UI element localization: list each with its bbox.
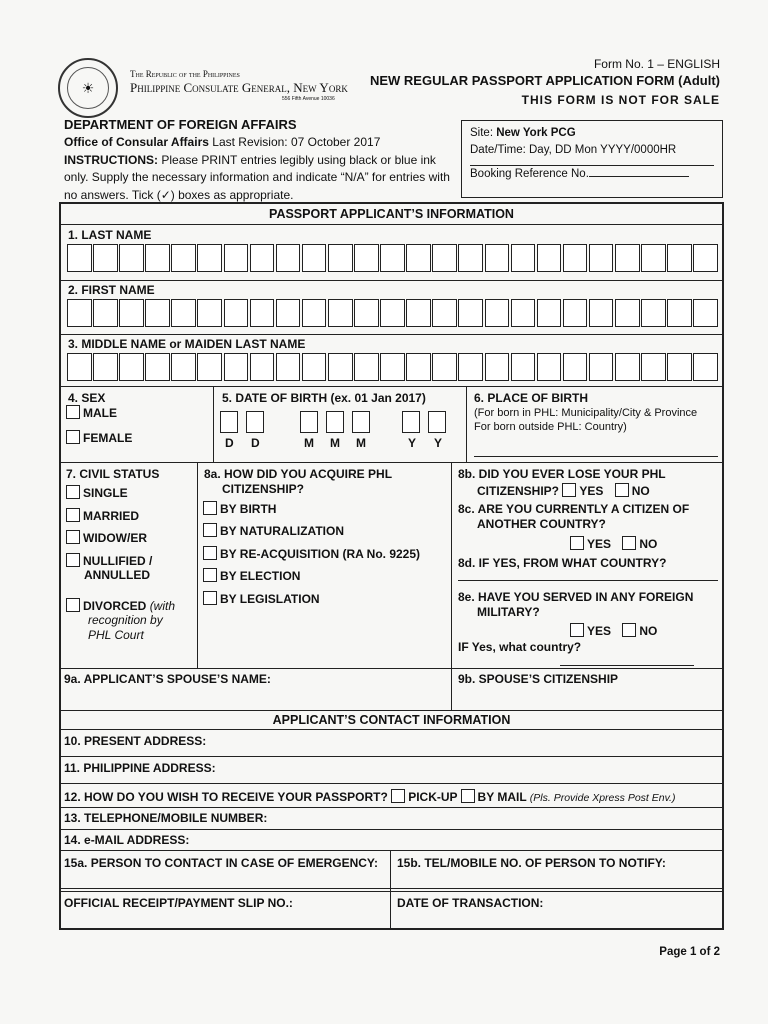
male-checkbox[interactable] bbox=[66, 405, 80, 419]
q8c-yes-checkbox[interactable] bbox=[570, 536, 584, 550]
letter-box[interactable] bbox=[224, 244, 249, 272]
by-birth-checkbox[interactable] bbox=[203, 501, 217, 515]
letter-box[interactable] bbox=[250, 353, 275, 381]
q9a-label: 9a. APPLICANT’S SPOUSE’S NAME: bbox=[64, 672, 271, 686]
letter-box[interactable] bbox=[563, 299, 588, 327]
dob-day-hint-2: D bbox=[251, 436, 260, 450]
male-option[interactable] bbox=[66, 405, 117, 420]
q8e-yes-label: YES bbox=[587, 624, 612, 638]
letter-box[interactable] bbox=[67, 299, 92, 327]
dob-label: 5. DATE OF BIRTH (ex. 01 Jan 2017) bbox=[222, 391, 426, 405]
consulate-seal-logo bbox=[58, 58, 118, 118]
letter-box[interactable] bbox=[67, 244, 92, 272]
letter-box[interactable] bbox=[432, 353, 457, 381]
q8c-label-2: ANOTHER COUNTRY? bbox=[477, 517, 606, 531]
instructions-block bbox=[64, 134, 459, 204]
female-option[interactable] bbox=[66, 430, 132, 445]
q8d-field[interactable] bbox=[458, 580, 718, 581]
widower-checkbox[interactable] bbox=[66, 530, 80, 544]
q8b-no-checkbox[interactable] bbox=[615, 483, 629, 497]
letter-box[interactable] bbox=[276, 299, 301, 327]
dob-month-hint-2: M bbox=[330, 436, 340, 450]
letter-box[interactable] bbox=[380, 244, 405, 272]
letter-box[interactable] bbox=[406, 244, 431, 272]
letter-box[interactable] bbox=[171, 299, 196, 327]
instructions-text: Please PRINT entries legibly using black or blue ink only. Supply the necessary information and indicate “N/A” for entries with no answers. Tick (✓) boxes as appropriate. bbox=[64, 152, 450, 202]
q9b-label: 9b. SPOUSE’S CITIZENSHIP bbox=[458, 672, 619, 686]
q8b-row bbox=[477, 483, 650, 498]
by-birth-option[interactable] bbox=[203, 501, 276, 516]
q8c-label: 8c. ARE YOU CURRENTLY A CITIZEN OF bbox=[458, 502, 690, 516]
letter-box[interactable] bbox=[302, 299, 327, 327]
revision-date: Last Revision: 07 October 2017 bbox=[212, 135, 381, 149]
by-election-checkbox[interactable] bbox=[203, 568, 217, 582]
annulled-label: ANNULLED bbox=[84, 568, 150, 582]
letter-box[interactable] bbox=[537, 353, 562, 381]
widower-option[interactable] bbox=[66, 530, 147, 545]
letter-box[interactable] bbox=[589, 244, 614, 272]
consulate-address: 556 Fifth Avenue 10036 bbox=[282, 96, 335, 102]
pob-field[interactable] bbox=[474, 456, 718, 457]
dob-month-hint-1: M bbox=[304, 436, 314, 450]
by-legislation-option[interactable] bbox=[203, 591, 320, 606]
dob-year-hint-2: Y bbox=[434, 436, 443, 450]
letter-box[interactable] bbox=[276, 244, 301, 272]
q8e-label: 8e. HAVE YOU SERVED IN ANY FOREIGN bbox=[458, 590, 694, 604]
by-mail-label: BY MAIL bbox=[477, 790, 527, 804]
letter-box[interactable] bbox=[641, 299, 666, 327]
booking-reference-field[interactable] bbox=[589, 176, 689, 177]
datetime-line: Date/Time: Day, DD Mon YYYY/0000HR bbox=[470, 144, 677, 156]
letter-box[interactable] bbox=[589, 353, 614, 381]
by-mail-note: (Pls. Provide Xpress Post Env.) bbox=[529, 792, 676, 804]
q8b-yes-checkbox[interactable] bbox=[562, 483, 576, 497]
middle-name-label: 3. MIDDLE NAME or MAIDEN LAST NAME bbox=[68, 337, 306, 351]
letter-box[interactable] bbox=[563, 353, 588, 381]
letter-box[interactable] bbox=[145, 299, 170, 327]
not-for-sale-notice: THIS FORM IS NOT FOR SALE bbox=[521, 93, 720, 107]
letter-box[interactable] bbox=[615, 244, 640, 272]
letter-box[interactable] bbox=[693, 353, 718, 381]
consulate-heading: Philippine Consulate General, New York bbox=[130, 80, 348, 95]
letter-box[interactable] bbox=[511, 299, 536, 327]
letter-box[interactable] bbox=[667, 244, 692, 272]
dob-month-3[interactable] bbox=[352, 411, 370, 433]
q14-label: 14. e-MAIL ADDRESS: bbox=[64, 833, 190, 847]
q13-label: 13. TELEPHONE/MOBILE NUMBER: bbox=[64, 811, 268, 825]
department-name: DEPARTMENT OF FOREIGN AFFAIRS bbox=[64, 117, 297, 132]
nullified-checkbox[interactable] bbox=[66, 553, 80, 567]
letter-box[interactable] bbox=[250, 299, 275, 327]
q10-label: 10. PRESENT ADDRESS: bbox=[64, 734, 207, 748]
married-checkbox[interactable] bbox=[66, 508, 80, 522]
q8a-label-2: CITIZENSHIP? bbox=[222, 482, 305, 496]
q8b-no-label: NO bbox=[631, 484, 650, 498]
divorced-note-3: PHL Court bbox=[88, 628, 144, 642]
receipt-label: OFFICIAL RECEIPT/PAYMENT SLIP NO.: bbox=[64, 896, 293, 910]
dob-day-1[interactable] bbox=[220, 411, 238, 433]
last-name-boxes[interactable] bbox=[67, 244, 719, 272]
q8e-yes-checkbox[interactable] bbox=[570, 623, 584, 637]
site-label: Site: bbox=[470, 127, 494, 139]
booking-reference-label: Booking Reference No. bbox=[470, 168, 589, 180]
dob-month-1[interactable] bbox=[300, 411, 318, 433]
by-reacquisition-label: BY RE-ACQUISITION (RA No. 9225) bbox=[220, 547, 421, 561]
letter-box[interactable] bbox=[276, 353, 301, 381]
q8c-options bbox=[570, 536, 657, 551]
letter-box[interactable] bbox=[93, 353, 118, 381]
female-checkbox[interactable] bbox=[66, 430, 80, 444]
divorced-note-1: (with bbox=[149, 599, 176, 613]
letter-box[interactable] bbox=[328, 353, 353, 381]
widower-label: WIDOW/ER bbox=[83, 531, 147, 545]
sun-star-icon: ☀ bbox=[67, 67, 109, 109]
divorced-label: DIVORCED bbox=[83, 599, 147, 613]
letter-box[interactable] bbox=[563, 244, 588, 272]
q8a-label: 8a. HOW DID YOU ACQUIRE PHL bbox=[204, 467, 393, 481]
divorced-note-2: recognition by bbox=[88, 613, 163, 627]
q8e-no-checkbox[interactable] bbox=[622, 623, 636, 637]
letter-box[interactable] bbox=[615, 299, 640, 327]
letter-box[interactable] bbox=[641, 353, 666, 381]
q8c-no-checkbox[interactable] bbox=[622, 536, 636, 550]
letter-box[interactable] bbox=[197, 244, 222, 272]
letter-box[interactable] bbox=[328, 244, 353, 272]
q15a-label: 15a. PERSON TO CONTACT IN CASE OF EMERGENCY: bbox=[64, 856, 379, 870]
q8c-yes-label: YES bbox=[587, 537, 612, 551]
letter-box[interactable] bbox=[302, 353, 327, 381]
letter-box[interactable] bbox=[302, 244, 327, 272]
single-option[interactable] bbox=[66, 485, 128, 500]
pob-label: 6. PLACE OF BIRTH bbox=[474, 391, 589, 405]
dob-month-2[interactable] bbox=[326, 411, 344, 433]
pob-note-1: (For born in PHL: Municipality/City & Province bbox=[474, 407, 698, 419]
site-box bbox=[461, 120, 723, 198]
q8c-no-label: NO bbox=[639, 537, 658, 551]
letter-box[interactable] bbox=[667, 299, 692, 327]
letter-box[interactable] bbox=[667, 353, 692, 381]
letter-box[interactable] bbox=[511, 353, 536, 381]
civil-status-label: 7. CIVIL STATUS bbox=[66, 467, 160, 481]
by-reacquisition-option[interactable] bbox=[203, 546, 420, 561]
letter-box[interactable] bbox=[224, 353, 249, 381]
q12-label: 12. HOW DO YOU WISH TO RECEIVE YOUR PASSPORT? bbox=[64, 790, 388, 804]
q8b-label: 8b. DID YOU EVER LOSE YOUR PHL bbox=[458, 467, 666, 481]
divorced-option[interactable] bbox=[66, 598, 175, 613]
pob-note-2: For born outside PHL: Country) bbox=[474, 421, 627, 433]
instructions-label: INSTRUCTIONS: bbox=[64, 152, 158, 167]
letter-box[interactable] bbox=[511, 244, 536, 272]
letter-box[interactable] bbox=[119, 244, 144, 272]
dob-month-hint-3: M bbox=[356, 436, 366, 450]
letter-box[interactable] bbox=[354, 353, 379, 381]
pickup-label: PICK-UP bbox=[408, 790, 458, 804]
section-applicant-info: PASSPORT APPLICANT’S INFORMATION bbox=[269, 207, 514, 221]
letter-box[interactable] bbox=[458, 299, 483, 327]
pickup-checkbox[interactable] bbox=[391, 789, 405, 803]
q8e-options bbox=[570, 623, 657, 638]
letter-box[interactable] bbox=[458, 353, 483, 381]
married-option[interactable] bbox=[66, 508, 139, 523]
letter-box[interactable] bbox=[328, 299, 353, 327]
letter-box[interactable] bbox=[432, 299, 457, 327]
republic-heading: The Republic of the Philippines bbox=[130, 69, 240, 79]
dob-day-hint-1: D bbox=[225, 436, 234, 450]
letter-box[interactable] bbox=[93, 299, 118, 327]
dob-year-1[interactable] bbox=[402, 411, 420, 433]
middle-name-boxes[interactable] bbox=[67, 353, 719, 381]
letter-box[interactable] bbox=[354, 299, 379, 327]
dob-day-2[interactable] bbox=[246, 411, 264, 433]
by-naturalization-option[interactable] bbox=[203, 523, 344, 538]
male-label: MALE bbox=[83, 406, 117, 420]
by-legislation-label: BY LEGISLATION bbox=[220, 592, 320, 606]
letter-box[interactable] bbox=[589, 299, 614, 327]
letter-box[interactable] bbox=[93, 244, 118, 272]
letter-box[interactable] bbox=[485, 244, 510, 272]
letter-box[interactable] bbox=[537, 244, 562, 272]
letter-box[interactable] bbox=[171, 353, 196, 381]
q12-row bbox=[64, 789, 675, 804]
letter-box[interactable] bbox=[432, 244, 457, 272]
dob-year-2[interactable] bbox=[428, 411, 446, 433]
transaction-date-label: DATE OF TRANSACTION: bbox=[397, 896, 544, 910]
form-title: NEW REGULAR PASSPORT APPLICATION FORM (Adult) bbox=[369, 73, 720, 88]
form-number: Form No. 1 – ENGLISH bbox=[593, 57, 720, 71]
q8e-no-label: NO bbox=[639, 624, 658, 638]
letter-box[interactable] bbox=[145, 353, 170, 381]
by-election-label: BY ELECTION bbox=[220, 569, 301, 583]
by-reacquisition-checkbox[interactable] bbox=[203, 546, 217, 560]
q15b-label: 15b. TEL/MOBILE NO. OF PERSON TO NOTIFY: bbox=[397, 856, 666, 870]
q8e-country-label: IF Yes, what country? bbox=[458, 640, 582, 654]
letter-box[interactable] bbox=[485, 353, 510, 381]
office-name: Office of Consular Affairs bbox=[64, 135, 209, 149]
letter-box[interactable] bbox=[693, 299, 718, 327]
by-mail-checkbox[interactable] bbox=[461, 789, 475, 803]
female-label: FEMALE bbox=[83, 431, 133, 445]
q8b-label-2: CITIZENSHIP? bbox=[477, 484, 560, 498]
letter-box[interactable] bbox=[406, 299, 431, 327]
page-number: Page 1 of 2 bbox=[659, 946, 720, 958]
q8e-label-2: MILITARY? bbox=[477, 605, 540, 619]
letter-box[interactable] bbox=[641, 244, 666, 272]
single-checkbox[interactable] bbox=[66, 485, 80, 499]
letter-box[interactable] bbox=[458, 244, 483, 272]
letter-box[interactable] bbox=[119, 299, 144, 327]
sex-label: 4. SEX bbox=[68, 391, 106, 405]
first-name-boxes[interactable] bbox=[67, 299, 719, 327]
letter-box[interactable] bbox=[406, 353, 431, 381]
nullified-label: NULLIFIED / bbox=[83, 554, 153, 568]
nullified-option[interactable] bbox=[66, 553, 152, 568]
letter-box[interactable] bbox=[224, 299, 249, 327]
q8e-country-field[interactable] bbox=[560, 665, 694, 666]
dob-year-hint-1: Y bbox=[408, 436, 417, 450]
letter-box[interactable] bbox=[485, 299, 510, 327]
by-birth-label: BY BIRTH bbox=[220, 502, 277, 516]
last-name-label: 1. LAST NAME bbox=[68, 228, 152, 242]
first-name-label: 2. FIRST NAME bbox=[68, 283, 155, 297]
by-naturalization-label: BY NATURALIZATION bbox=[220, 524, 344, 538]
letter-box[interactable] bbox=[67, 353, 92, 381]
divorced-checkbox[interactable] bbox=[66, 598, 80, 612]
letter-box[interactable] bbox=[380, 353, 405, 381]
q8d-label: 8d. IF YES, FROM WHAT COUNTRY? bbox=[458, 556, 667, 570]
letter-box[interactable] bbox=[354, 244, 379, 272]
by-election-option[interactable] bbox=[203, 568, 300, 583]
letter-box[interactable] bbox=[537, 299, 562, 327]
letter-box[interactable] bbox=[197, 299, 222, 327]
letter-box[interactable] bbox=[250, 244, 275, 272]
letter-box[interactable] bbox=[615, 353, 640, 381]
by-legislation-checkbox[interactable] bbox=[203, 591, 217, 605]
site-value: New York PCG bbox=[496, 127, 576, 139]
letter-box[interactable] bbox=[197, 353, 222, 381]
single-label: SINGLE bbox=[83, 486, 128, 500]
letter-box[interactable] bbox=[693, 244, 718, 272]
letter-box[interactable] bbox=[145, 244, 170, 272]
letter-box[interactable] bbox=[380, 299, 405, 327]
q8b-yes-label: YES bbox=[579, 484, 604, 498]
by-naturalization-checkbox[interactable] bbox=[203, 523, 217, 537]
letter-box[interactable] bbox=[119, 353, 144, 381]
married-label: MARRIED bbox=[83, 509, 139, 523]
letter-box[interactable] bbox=[171, 244, 196, 272]
section-contact-info: APPLICANT’S CONTACT INFORMATION bbox=[272, 713, 511, 727]
q11-label: 11. PHILIPPINE ADDRESS: bbox=[64, 761, 216, 775]
